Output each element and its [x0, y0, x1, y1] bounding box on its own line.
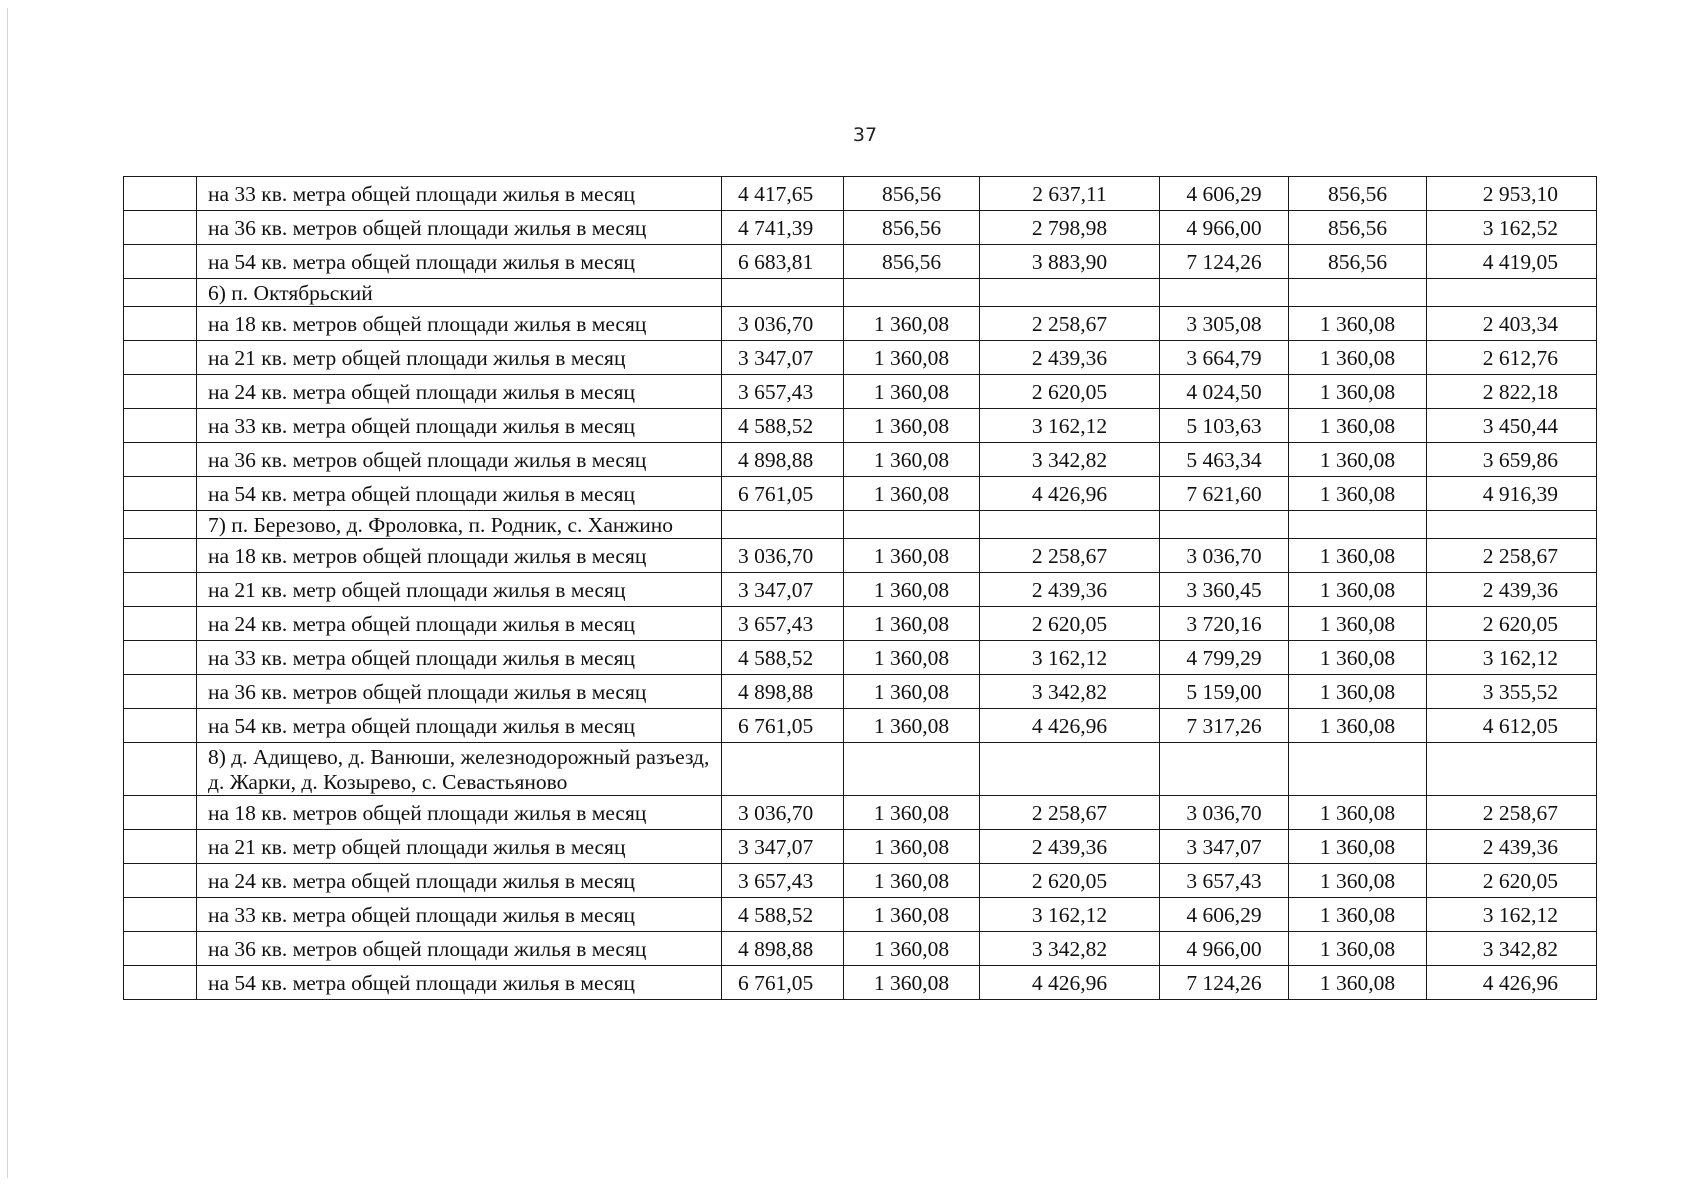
label-cell: на 36 кв. метров общей площади жилья в месяц — [197, 211, 722, 245]
table-row — [124, 341, 1597, 375]
value-cell-col-3 — [980, 743, 1160, 796]
index-cell — [124, 641, 197, 675]
table-row — [124, 966, 1597, 1000]
index-cell — [124, 932, 197, 966]
table-row — [124, 573, 1597, 607]
value-cell-col-4: 7 317,26 — [1160, 709, 1289, 743]
value-cell-col-4: 7 124,26 — [1160, 966, 1289, 1000]
value-cell-col-3: 3 342,82 — [980, 675, 1160, 709]
table-row — [124, 539, 1597, 573]
index-cell — [124, 211, 197, 245]
value-cell-col-2: 1 360,08 — [844, 966, 980, 1000]
value-cell-col-2: 856,56 — [844, 211, 980, 245]
index-cell — [124, 898, 197, 932]
value-cell-col-6: 2 258,67 — [1427, 796, 1597, 830]
label-cell: на 36 кв. метров общей площади жилья в месяц — [197, 443, 722, 477]
value-cell-col-3 — [980, 511, 1160, 539]
value-cell-col-4: 7 124,26 — [1160, 245, 1289, 279]
value-cell-col-5: 1 360,08 — [1289, 443, 1427, 477]
value-cell-col-2 — [844, 279, 980, 307]
index-cell — [124, 709, 197, 743]
value-cell-col-1: 3 036,70 — [722, 307, 844, 341]
label-cell: на 33 кв. метра общей площади жилья в месяц — [197, 409, 722, 443]
table-row — [124, 607, 1597, 641]
index-cell — [124, 307, 197, 341]
value-cell-col-2: 1 360,08 — [844, 932, 980, 966]
value-cell-col-6: 2 439,36 — [1427, 573, 1597, 607]
label-cell: на 21 кв. метр общей площади жилья в месяц — [197, 573, 722, 607]
value-cell-col-4: 3 036,70 — [1160, 539, 1289, 573]
value-cell-col-6: 2 822,18 — [1427, 375, 1597, 409]
value-cell-col-2: 1 360,08 — [844, 898, 980, 932]
value-cell-col-5 — [1289, 279, 1427, 307]
value-cell-col-4 — [1160, 511, 1289, 539]
table-row — [124, 709, 1597, 743]
value-cell-col-6: 4 419,05 — [1427, 245, 1597, 279]
value-cell-col-4: 3 720,16 — [1160, 607, 1289, 641]
table-row — [124, 864, 1597, 898]
value-cell-col-3: 3 162,12 — [980, 898, 1160, 932]
value-cell-col-4: 4 799,29 — [1160, 641, 1289, 675]
value-cell-col-1: 4 898,88 — [722, 932, 844, 966]
value-cell-col-1: 4 588,52 — [722, 409, 844, 443]
value-cell-col-5: 1 360,08 — [1289, 375, 1427, 409]
value-cell-col-3: 2 637,11 — [980, 177, 1160, 211]
table-row — [124, 796, 1597, 830]
value-cell-col-6 — [1427, 743, 1597, 796]
value-cell-col-3: 2 620,05 — [980, 607, 1160, 641]
table-row — [124, 932, 1597, 966]
value-cell-col-2: 856,56 — [844, 177, 980, 211]
value-cell-col-6: 3 355,52 — [1427, 675, 1597, 709]
value-cell-col-1 — [722, 511, 844, 539]
label-cell: на 21 кв. метр общей площади жилья в месяц — [197, 341, 722, 375]
table-group-row — [124, 743, 1597, 796]
value-cell-col-3: 3 162,12 — [980, 641, 1160, 675]
index-cell — [124, 511, 197, 539]
value-cell-col-3: 2 620,05 — [980, 864, 1160, 898]
value-cell-col-1: 4 588,52 — [722, 641, 844, 675]
value-cell-col-3: 2 439,36 — [980, 573, 1160, 607]
index-cell — [124, 539, 197, 573]
value-cell-col-3: 2 798,98 — [980, 211, 1160, 245]
value-cell-col-3: 3 162,12 — [980, 409, 1160, 443]
value-cell-col-6: 2 258,67 — [1427, 539, 1597, 573]
group-label-cell: 7) п. Березово, д. Фроловка, п. Родник, с. Ханжино — [197, 511, 722, 539]
value-cell-col-1: 4 588,52 — [722, 898, 844, 932]
index-cell — [124, 409, 197, 443]
value-cell-col-4: 3 657,43 — [1160, 864, 1289, 898]
index-cell — [124, 675, 197, 709]
value-cell-col-1: 4 417,65 — [722, 177, 844, 211]
value-cell-col-6: 3 162,52 — [1427, 211, 1597, 245]
value-cell-col-5: 856,56 — [1289, 245, 1427, 279]
value-cell-col-6: 3 162,12 — [1427, 898, 1597, 932]
value-cell-col-5 — [1289, 511, 1427, 539]
value-cell-col-3: 2 439,36 — [980, 830, 1160, 864]
value-cell-col-5: 856,56 — [1289, 211, 1427, 245]
label-cell: на 54 кв. метра общей площади жилья в месяц — [197, 966, 722, 1000]
value-cell-col-6: 3 342,82 — [1427, 932, 1597, 966]
index-cell — [124, 864, 197, 898]
label-cell: на 54 кв. метра общей площади жилья в месяц — [197, 477, 722, 511]
table-row — [124, 443, 1597, 477]
value-cell-col-5: 1 360,08 — [1289, 607, 1427, 641]
table-row — [124, 830, 1597, 864]
value-cell-col-5: 1 360,08 — [1289, 307, 1427, 341]
value-cell-col-2: 1 360,08 — [844, 830, 980, 864]
value-cell-col-1 — [722, 743, 844, 796]
value-cell-col-1: 3 657,43 — [722, 864, 844, 898]
value-cell-col-3: 4 426,96 — [980, 709, 1160, 743]
value-cell-col-3: 2 620,05 — [980, 375, 1160, 409]
group-label-cell: 6) п. Октябрьский — [197, 279, 722, 307]
label-cell: на 33 кв. метра общей площади жилья в месяц — [197, 898, 722, 932]
value-cell-col-3: 3 883,90 — [980, 245, 1160, 279]
value-cell-col-2: 1 360,08 — [844, 539, 980, 573]
value-cell-col-3: 4 426,96 — [980, 966, 1160, 1000]
value-cell-col-2 — [844, 743, 980, 796]
value-cell-col-3: 2 258,67 — [980, 539, 1160, 573]
value-cell-col-4: 3 036,70 — [1160, 796, 1289, 830]
value-cell-col-4 — [1160, 279, 1289, 307]
label-cell: на 24 кв. метра общей площади жилья в месяц — [197, 375, 722, 409]
value-cell-col-4: 4 024,50 — [1160, 375, 1289, 409]
index-cell — [124, 443, 197, 477]
value-cell-col-5: 1 360,08 — [1289, 898, 1427, 932]
table-row — [124, 375, 1597, 409]
value-cell-col-6: 4 916,39 — [1427, 477, 1597, 511]
value-cell-col-1: 4 898,88 — [722, 675, 844, 709]
value-cell-col-3: 2 439,36 — [980, 341, 1160, 375]
value-cell-col-6: 2 953,10 — [1427, 177, 1597, 211]
value-cell-col-1: 3 657,43 — [722, 607, 844, 641]
label-cell: на 18 кв. метров общей площади жилья в месяц — [197, 307, 722, 341]
index-cell — [124, 245, 197, 279]
table-row — [124, 675, 1597, 709]
page-number: 37 — [852, 124, 878, 146]
scan-edge-line — [7, 8, 8, 1178]
value-cell-col-5: 1 360,08 — [1289, 573, 1427, 607]
value-cell-col-3: 2 258,67 — [980, 796, 1160, 830]
value-cell-col-3: 4 426,96 — [980, 477, 1160, 511]
index-cell — [124, 607, 197, 641]
value-cell-col-1: 3 036,70 — [722, 539, 844, 573]
value-cell-col-1: 6 761,05 — [722, 477, 844, 511]
value-cell-col-3: 3 342,82 — [980, 443, 1160, 477]
label-cell: на 24 кв. метра общей площади жилья в месяц — [197, 607, 722, 641]
value-cell-col-6: 2 620,05 — [1427, 864, 1597, 898]
value-cell-col-6: 2 439,36 — [1427, 830, 1597, 864]
value-cell-col-1: 3 347,07 — [722, 830, 844, 864]
value-cell-col-5 — [1289, 743, 1427, 796]
value-cell-col-2: 1 360,08 — [844, 307, 980, 341]
table-row — [124, 477, 1597, 511]
table-row — [124, 177, 1597, 211]
value-cell-col-4: 3 360,45 — [1160, 573, 1289, 607]
value-cell-col-5: 856,56 — [1289, 177, 1427, 211]
value-cell-col-5: 1 360,08 — [1289, 830, 1427, 864]
value-cell-col-2: 1 360,08 — [844, 341, 980, 375]
value-cell-col-2: 1 360,08 — [844, 607, 980, 641]
value-cell-col-4: 4 966,00 — [1160, 932, 1289, 966]
value-cell-col-5: 1 360,08 — [1289, 709, 1427, 743]
value-cell-col-4: 4 966,00 — [1160, 211, 1289, 245]
group-label-cell: 8) д. Адищево, д. Ванюши, железнодорожный разъезд, д. Жарки, д. Козырево, с. Севастьяново — [197, 743, 722, 796]
value-cell-col-2: 1 360,08 — [844, 796, 980, 830]
index-cell — [124, 966, 197, 1000]
value-cell-col-4 — [1160, 743, 1289, 796]
value-cell-col-5: 1 360,08 — [1289, 641, 1427, 675]
table-row — [124, 409, 1597, 443]
value-cell-col-3 — [980, 279, 1160, 307]
index-cell — [124, 830, 197, 864]
value-cell-col-5: 1 360,08 — [1289, 796, 1427, 830]
index-cell — [124, 279, 197, 307]
table-row — [124, 898, 1597, 932]
value-cell-col-5: 1 360,08 — [1289, 675, 1427, 709]
value-cell-col-4: 3 305,08 — [1160, 307, 1289, 341]
value-cell-col-6: 2 403,34 — [1427, 307, 1597, 341]
value-cell-col-6 — [1427, 279, 1597, 307]
value-cell-col-1: 3 657,43 — [722, 375, 844, 409]
value-cell-col-6: 2 612,76 — [1427, 341, 1597, 375]
tariff-table — [123, 176, 1597, 1000]
index-cell — [124, 743, 197, 796]
value-cell-col-5: 1 360,08 — [1289, 539, 1427, 573]
value-cell-col-5: 1 360,08 — [1289, 864, 1427, 898]
table-row — [124, 245, 1597, 279]
value-cell-col-5: 1 360,08 — [1289, 966, 1427, 1000]
value-cell-col-5: 1 360,08 — [1289, 409, 1427, 443]
value-cell-col-4: 5 159,00 — [1160, 675, 1289, 709]
table-group-row — [124, 511, 1597, 539]
value-cell-col-6: 4 426,96 — [1427, 966, 1597, 1000]
value-cell-col-1 — [722, 279, 844, 307]
value-cell-col-1: 3 036,70 — [722, 796, 844, 830]
value-cell-col-4: 5 463,34 — [1160, 443, 1289, 477]
label-cell: на 33 кв. метра общей площади жилья в месяц — [197, 641, 722, 675]
value-cell-col-2: 1 360,08 — [844, 675, 980, 709]
value-cell-col-4: 5 103,63 — [1160, 409, 1289, 443]
value-cell-col-2: 1 360,08 — [844, 573, 980, 607]
value-cell-col-5: 1 360,08 — [1289, 932, 1427, 966]
value-cell-col-1: 6 683,81 — [722, 245, 844, 279]
index-cell — [124, 796, 197, 830]
value-cell-col-6: 2 620,05 — [1427, 607, 1597, 641]
value-cell-col-2: 1 360,08 — [844, 443, 980, 477]
table-group-row — [124, 279, 1597, 307]
label-cell: на 18 кв. метров общей площади жилья в месяц — [197, 796, 722, 830]
table-row — [124, 307, 1597, 341]
value-cell-col-2: 1 360,08 — [844, 409, 980, 443]
value-cell-col-5: 1 360,08 — [1289, 477, 1427, 511]
label-cell: на 54 кв. метра общей площади жилья в месяц — [197, 709, 722, 743]
value-cell-col-6 — [1427, 511, 1597, 539]
value-cell-col-4: 3 347,07 — [1160, 830, 1289, 864]
value-cell-col-2 — [844, 511, 980, 539]
value-cell-col-3: 2 258,67 — [980, 307, 1160, 341]
value-cell-col-5: 1 360,08 — [1289, 341, 1427, 375]
value-cell-col-4: 4 606,29 — [1160, 177, 1289, 211]
value-cell-col-2: 1 360,08 — [844, 641, 980, 675]
index-cell — [124, 177, 197, 211]
table-row — [124, 641, 1597, 675]
value-cell-col-1: 4 741,39 — [722, 211, 844, 245]
label-cell: на 33 кв. метра общей площади жилья в месяц — [197, 177, 722, 211]
value-cell-col-6: 3 659,86 — [1427, 443, 1597, 477]
value-cell-col-4: 3 664,79 — [1160, 341, 1289, 375]
value-cell-col-2: 1 360,08 — [844, 864, 980, 898]
value-cell-col-6: 3 450,44 — [1427, 409, 1597, 443]
value-cell-col-2: 1 360,08 — [844, 375, 980, 409]
table-body — [124, 177, 1597, 1000]
value-cell-col-2: 1 360,08 — [844, 477, 980, 511]
label-cell: на 18 кв. метров общей площади жилья в месяц — [197, 539, 722, 573]
value-cell-col-4: 4 606,29 — [1160, 898, 1289, 932]
index-cell — [124, 477, 197, 511]
label-cell: на 21 кв. метр общей площади жилья в месяц — [197, 830, 722, 864]
index-cell — [124, 573, 197, 607]
value-cell-col-1: 6 761,05 — [722, 709, 844, 743]
value-cell-col-1: 3 347,07 — [722, 573, 844, 607]
table-row — [124, 211, 1597, 245]
label-cell: на 36 кв. метров общей площади жилья в месяц — [197, 675, 722, 709]
index-cell — [124, 375, 197, 409]
label-cell: на 36 кв. метров общей площади жилья в месяц — [197, 932, 722, 966]
label-cell: на 54 кв. метра общей площади жилья в месяц — [197, 245, 722, 279]
value-cell-col-6: 4 612,05 — [1427, 709, 1597, 743]
value-cell-col-2: 1 360,08 — [844, 709, 980, 743]
value-cell-col-4: 7 621,60 — [1160, 477, 1289, 511]
value-cell-col-1: 3 347,07 — [722, 341, 844, 375]
value-cell-col-1: 4 898,88 — [722, 443, 844, 477]
label-cell: на 24 кв. метра общей площади жилья в месяц — [197, 864, 722, 898]
value-cell-col-3: 3 342,82 — [980, 932, 1160, 966]
value-cell-col-6: 3 162,12 — [1427, 641, 1597, 675]
index-cell — [124, 341, 197, 375]
value-cell-col-2: 856,56 — [844, 245, 980, 279]
value-cell-col-1: 6 761,05 — [722, 966, 844, 1000]
